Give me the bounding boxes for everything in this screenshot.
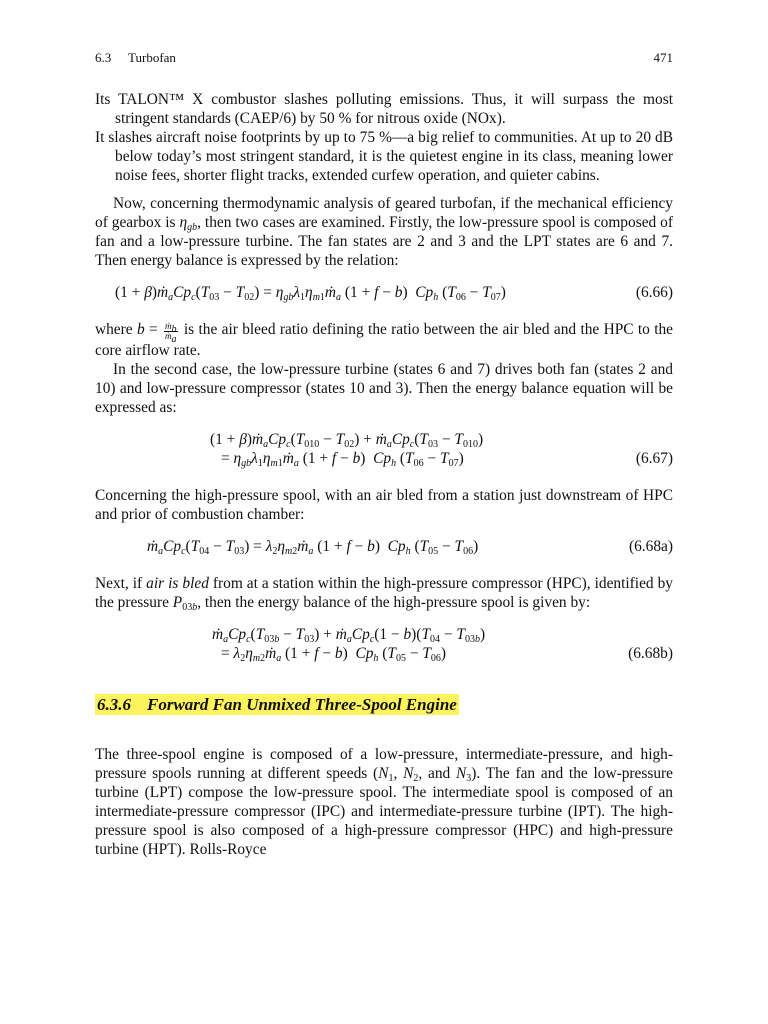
page-number: 471	[653, 50, 673, 65]
page	[95, 50, 673, 859]
section-heading-title: Forward Fan Unmixed Three-Spool Engine	[147, 695, 457, 714]
equation-6-66: $(1 + \beta)ṁ_aCp_c(T_{03} - T_{02})$ = $\eta_{gb}\lambda_1\eta_{m1}ṁ_a$ (1 + f − b) $Cp_h$ $(T_{06} - T_{07})$ (6.66)	[115, 284, 673, 303]
equation-6-68a: $ṁ_aCp_c(T_{04} - T_{03})$ = $\lambda_2\eta_{m2}ṁ_a$ (1 + f − b) $Cp_h$ $(T_{05} - T_{06})$ (6.68a)	[147, 538, 673, 557]
equation-6-67: $(1 + \beta)ṁ_aCp_c(T_{010} - T_{02})$ + $ṁ_aCp_c(T_{03} - T_{010})$ = $\eta_{gb}\lambda_1\eta_{m1}ṁ_a$ (1 + f − b) $Cp_h$ $(T_{06} - T_{07})$ (6.67)	[210, 431, 673, 469]
paragraph-talon: Its TALON™ X combustor slashes polluting emissions. Thus, it will surpass the most stringent standards (CAEP/6) by 50 % for nitrous oxide (NOx).	[95, 91, 673, 127]
chapter-title: Turbofan	[128, 50, 176, 65]
paragraph-air-bled: Next, if air is bled from at a station within the high-pressure compressor (HPC), identified by the pressure $P_{03b}$, then the energy balance of the high-pressure spool is given by:	[95, 575, 673, 613]
section-number: 6.3	[95, 50, 112, 65]
paragraph-second-case: In the second case, the low-pressure turbine (states 6 and 7) drives both fan (states 2 and 10) and low-pressure compressor (states 10 and 3). Then the energy balance equation will be expressed as:	[95, 361, 673, 416]
equation-number: (6.68a)	[628, 538, 673, 555]
running-head	[95, 50, 673, 66]
section-heading	[95, 695, 673, 715]
paragraph-thermodynamic-analysis: Now, concerning thermodynamic analysis of geared turbofan, if the mechanical efficiency of gearbox is $\eta_{gb}$, then two cases are examined. Firstly, the low-pressure spool is composed of fan and a low-pressure turbine. The fan states are 2 and 3 and the LPT states are 6 and 7. Then energy balance is expressed by the relation:	[95, 195, 673, 269]
paragraph-bleed-ratio: where b = $\frac{ṁ_b}{ṁ_a}$ is the air bleed ratio defining the ratio between the air bled and the HPC to the core airflow rate.	[95, 321, 673, 359]
equation-6-68b: $ṁ_aCp_c(T_{03b} - T_{03})$ + $ṁ_aCp_c(1 - b)(T_{04} - T_{03b})$ = $\lambda_2\eta_{m2}ṁ_a$ (1 + f − b) $Cp_h$ $(T_{05} - T_{06})$ (6.68b)	[212, 626, 673, 664]
paragraph-three-spool: The three-spool engine is composed of a low-pressure, intermediate-pressure, and high-pressure spools running at different speeds ($N_1$, $N_2$, and $N_3$). The fan and the low-pressure turbine (LPT) compose the low-pressure spool. The intermediate spool is composed of an intermediate-pressure compressor (IPC) and intermediate-pressure turbine (IPT). The high-pressure spool is also composed of a high-pressure compressor (HPC) and high-pressure turbine (HPT). Rolls-Royce	[95, 746, 674, 858]
equation-number: (6.67)	[635, 450, 673, 467]
section-heading-number: 6.3.6	[97, 695, 131, 714]
paragraph-high-pressure-spool: Concerning the high-pressure spool, with an air bled from a station just downstream of HPC and prior of combustion chamber:	[95, 487, 673, 523]
equation-number: (6.66)	[635, 284, 673, 301]
running-head-left	[95, 50, 176, 66]
section-heading-highlight	[95, 694, 459, 715]
equation-number: (6.68b)	[628, 645, 673, 662]
paragraph-noise: It slashes aircraft noise footprints by up to 75 %—a big relief to communities. At up to 20 dB below today’s most stringent standard, it is the quietest engine in its class, meaning lower noise fees, shorter flight tracks, extended curfew operation, and quieter cabins.	[95, 129, 673, 184]
